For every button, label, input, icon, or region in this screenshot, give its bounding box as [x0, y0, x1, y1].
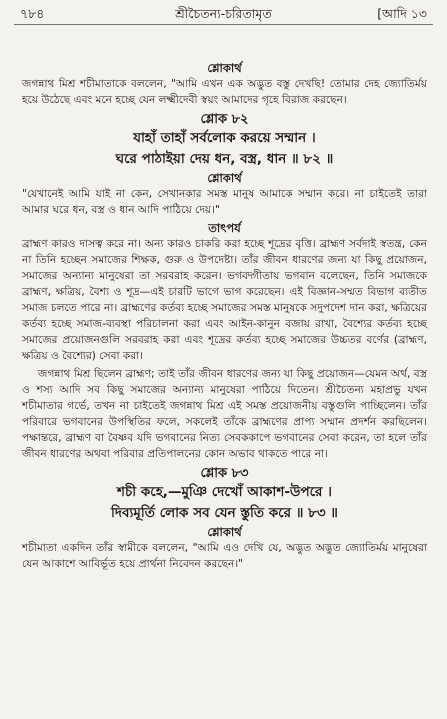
translation-text: শচীমাতা একদিন তাঁর স্বামীকে বললেন, "আমি এও দেখি যে, অদ্ভুত অদ্ভুত জ্যোতির্ময় মানুষেরা যেন আকাশে আবির্ভূত হয়ে প্রার্থনা নিবেদন করছেন।" — [22, 542, 427, 570]
chapter-reference: [আদি ১৩ — [377, 6, 427, 21]
book-title: শ্রীচৈতন্য-চরিতামৃত — [175, 6, 272, 21]
verse-line: ঘরে পাঠাইয়া দেয় ধন, বস্ত্র, ধান ॥ ৮২ ॥ — [115, 151, 334, 167]
translation-heading: শ্লোকার্থ — [207, 525, 242, 539]
translation-heading: শ্লোকার্থ — [207, 171, 242, 185]
purport-paragraph: ব্রাহ্মণ কারও দাসত্ব করে না। অন্য কারও চাকরি করা হচ্ছে শূদ্রের বৃত্তি। ব্রাহ্মণ সর্বদাই স্বতন্ত্র, কেন না তিনি হচ্ছেন সমাজের শিক্ষক, গুরু ও উপদেষ্টা। তাঁর জীবন ধারণের জন্য যা কিছু প্রয়োজন, সমাজের অন্যান্য মানুষেরা তা সরবরাহ করেন। ভগবদ্গীতায় ভগবান বলেছেন, তিনি সমাজকে ব্রাহ্মণ, ক্ষত্রিয়, বৈশ্য ও শূদ্র—এই চারটি ভাগে ভাগ করেছেন। এই বিজ্ঞান-সম্মত বিভাগ ব্যতীত সমাজ চলতে পারে না। ব্রাহ্মণের কর্তব্য হচ্ছে সমাজের সমস্ত মানুষকে সদুপদেশ দান করা, ক্ষত্রিয়ের কর্তব্য হচ্ছে সমাজ-ব্যবস্থা পরিচালনা করা এবং আইন-কানুন বজায় রাখা, বৈশ্যের কর্তব্য হচ্ছে সমাজের প্রয়োজনগুলি সরবরাহ করা এবং শূদ্রের কর্তব্য হচ্ছে সমাজের উচ্চতর বর্ণের (ব্রাহ্মণ, ক্ষত্রিয় ও বৈশ্যের) সেবা করা। — [22, 238, 427, 362]
translation-text: জগন্নাথ মিশ্র শচীমাতাকে বললেন, "আমি এখন এক অদ্ভুত বস্তু দেখছি! তোমার দেহ জ্যোতির্ময় হয়ে উঠেছে এবং মনে হচ্ছে যেন লক্ষ্মীদেবী স্বয়ং আমাদের গৃহে বিরাজ করছেন। — [22, 78, 427, 106]
header-rule — [14, 24, 433, 25]
translation-text: "যেখানেই আমি যাই না কেন, সেখানকার সমস্ত মানুষ আমাকে সম্মান করে। না চাইতেই তারা আমার ঘরে ধন, বস্ত্র ও ধান আদি পাঠিয়ে দেয়।" — [22, 188, 427, 216]
verse-number: শ্লোক ৮২ — [200, 112, 249, 127]
verse-line: শচী কহে,—মুঞি দেখোঁ আকাশ-উপরে । — [117, 484, 332, 500]
verse-line: যাহাঁ তাহাঁ সর্বলোক করয়ে সম্মান । — [133, 130, 316, 146]
page-number: ৭৮৪ — [20, 6, 45, 21]
purport-paragraph: জগন্নাথ মিশ্র ছিলেন ব্রাহ্মণ; তাই তাঁর জীবন ধারণের জন্য যা কিছু প্রয়োজন—যেমন অর্থ, বস্ত্র ও শস্য আদি সব কিছু সমাজের অন্যান্য মানুষেরা পাঠিয়ে দিতেন। শ্রীচৈতন্য মহাপ্রভু যখন শচীমাতার গর্ভে, তখন না চাইতেই জগন্নাথ মিশ্র এই সমস্ত প্রয়োজনীয় বস্তুগুলি পাচ্ছিলেন। তাঁর পরিবারে ভগবানের উপস্থিতির ফলে, সকলেই তাঁকে ব্রাহ্মণের প্রাপ্য সম্মান প্রদর্শন করছিলেন। পক্ষান্তরে, ব্রাহ্মণ বা বৈষ্ণব যদি ভগবানের নিত্য সেবককাপে ভগবানের সেবা করেন, তা হলে তাঁর জীবন ধারণের অথবা পরিবার প্রতিপালনের কোন অভাব থাকতে পারে না। — [22, 368, 427, 460]
verse-number: শ্লোক ৮৩ — [200, 466, 249, 481]
verse-line: দিব্যমূর্তি লোক সব যেন স্তুতি করে ॥ ৮৩ ॥ — [111, 505, 338, 521]
purport-heading: তাৎপর্য — [208, 221, 241, 235]
page-header — [14, 3, 433, 25]
translation-heading: শ্লোকার্থ — [207, 61, 242, 75]
page-body — [22, 60, 427, 574]
